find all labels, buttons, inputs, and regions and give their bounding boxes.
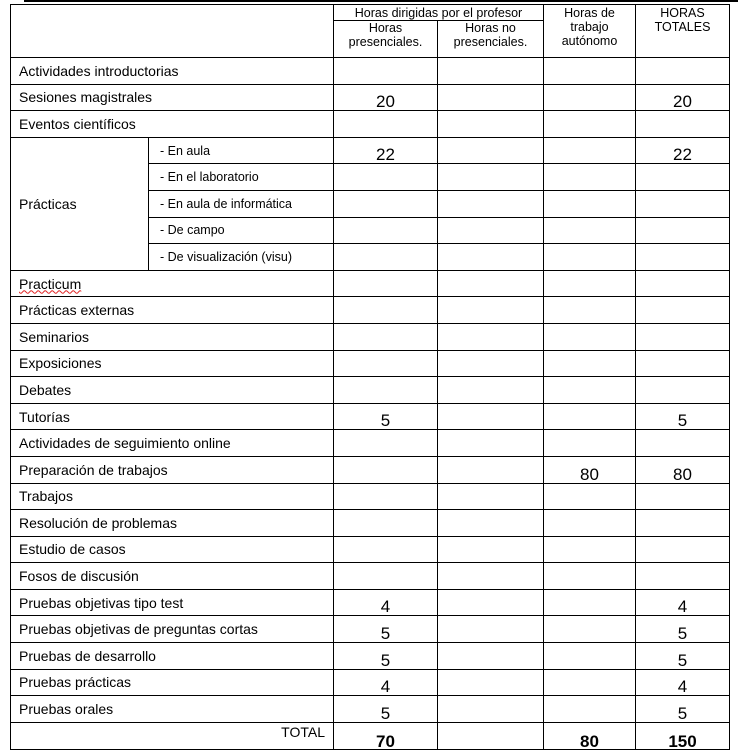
- activity-label: Fosos de discusión: [11, 563, 334, 590]
- cell-no-presenciales: [438, 164, 544, 191]
- cell-autonomo: [544, 297, 636, 324]
- activity-label: Trabajos: [11, 483, 334, 510]
- cell-presenciales: [334, 164, 438, 191]
- cell-autonomo: [544, 164, 636, 191]
- header-autonomo: Horas de trabajo autónomo: [544, 5, 636, 58]
- practicas-sub-label: - En aula de informática: [149, 190, 334, 217]
- cell-no-presenciales: [438, 377, 544, 404]
- table-row: [11, 323, 730, 350]
- cell-autonomo: [544, 563, 636, 590]
- table-row: [11, 297, 730, 324]
- cell-autonomo: [544, 430, 636, 457]
- header-presenciales: Horas presenciales.: [334, 21, 438, 58]
- cell-no-presenciales: [438, 536, 544, 563]
- cell-autonomo: [544, 483, 636, 510]
- cell-presenciales: [334, 111, 438, 138]
- cell-presenciales: 4: [334, 589, 438, 616]
- cell-no-presenciales: [438, 563, 544, 590]
- cell-total: [636, 164, 730, 191]
- cell-no-presenciales: [438, 111, 544, 138]
- activity-label: [11, 270, 334, 297]
- header-row-top: [11, 5, 730, 21]
- cell-presenciales: 22: [334, 137, 438, 164]
- cell-total: [636, 190, 730, 217]
- header-group-label: Horas dirigidas por el profesor: [334, 5, 544, 21]
- table-row: [11, 430, 730, 457]
- cell-no-presenciales: [438, 696, 544, 723]
- cell-autonomo: [544, 244, 636, 271]
- practicas-sub-label: - De campo: [149, 217, 334, 244]
- cell-no-presenciales: [438, 669, 544, 696]
- cell-total: 5: [636, 696, 730, 723]
- table-row: [11, 111, 730, 138]
- cell-total: 22: [636, 137, 730, 164]
- activity-label: Eventos científicos: [11, 111, 334, 138]
- cell-autonomo: [544, 403, 636, 430]
- table-row: [11, 643, 730, 670]
- cell-total: [636, 111, 730, 138]
- activity-label: Estudio de casos: [11, 536, 334, 563]
- table-row: [11, 403, 730, 430]
- activity-label: Seminarios: [11, 323, 334, 350]
- activity-label: Pruebas de desarrollo: [11, 643, 334, 670]
- practicas-sub-label: - En aula: [149, 137, 334, 164]
- activity-label: Tutorías: [11, 403, 334, 430]
- total-total: 150: [636, 722, 730, 750]
- cell-autonomo: [544, 137, 636, 164]
- cell-no-presenciales: [438, 84, 544, 111]
- cell-autonomo: [544, 643, 636, 670]
- activity-label: Pruebas prácticas: [11, 669, 334, 696]
- total-label: TOTAL: [11, 722, 334, 750]
- cell-total: [636, 536, 730, 563]
- cell-presenciales: [334, 456, 438, 483]
- table-row: [11, 563, 730, 590]
- cell-presenciales: [334, 483, 438, 510]
- cell-presenciales: [334, 244, 438, 271]
- cell-presenciales: [334, 377, 438, 404]
- table-row: [11, 510, 730, 537]
- table-row: [11, 137, 730, 164]
- header-empty-cell: [11, 5, 334, 58]
- cell-total: [636, 377, 730, 404]
- cell-total: [636, 430, 730, 457]
- cell-no-presenciales: [438, 643, 544, 670]
- cell-no-presenciales: [438, 244, 544, 271]
- table-row: [11, 350, 730, 377]
- cell-total: [636, 297, 730, 324]
- activity-label: Prácticas externas: [11, 297, 334, 324]
- table-row: [11, 84, 730, 111]
- cell-no-presenciales: [438, 350, 544, 377]
- activity-label: Exposiciones: [11, 350, 334, 377]
- activity-label: Pruebas objetivas de preguntas cortas: [11, 616, 334, 643]
- cell-autonomo: [544, 58, 636, 85]
- table-row: [11, 536, 730, 563]
- cell-total: 4: [636, 589, 730, 616]
- cell-no-presenciales: [438, 190, 544, 217]
- cell-autonomo: [544, 669, 636, 696]
- cell-total: [636, 563, 730, 590]
- table-row: [11, 669, 730, 696]
- cell-autonomo: [544, 190, 636, 217]
- cell-presenciales: [334, 297, 438, 324]
- total-presenciales: 70: [334, 722, 438, 750]
- activity-label: Pruebas orales: [11, 696, 334, 723]
- top-rule: [24, 0, 738, 2]
- cell-no-presenciales: [438, 510, 544, 537]
- cell-presenciales: 5: [334, 643, 438, 670]
- activity-label: Actividades introductorias: [11, 58, 334, 85]
- cell-autonomo: [544, 84, 636, 111]
- cell-total: [636, 323, 730, 350]
- cell-total: 5: [636, 643, 730, 670]
- cell-total: 4: [636, 669, 730, 696]
- cell-presenciales: [334, 536, 438, 563]
- cell-no-presenciales: [438, 217, 544, 244]
- cell-autonomo: [544, 323, 636, 350]
- activity-label: Actividades de seguimiento online: [11, 430, 334, 457]
- cell-presenciales: [334, 323, 438, 350]
- cell-autonomo: [544, 111, 636, 138]
- total-autonomo: 80: [544, 722, 636, 750]
- table-row: [11, 377, 730, 404]
- header-no-presenciales: Horas no presenciales.: [438, 21, 544, 58]
- cell-presenciales: 20: [334, 84, 438, 111]
- header-totales: HORAS TOTALES: [636, 5, 730, 58]
- cell-presenciales: [334, 510, 438, 537]
- table-row: [11, 616, 730, 643]
- cell-autonomo: [544, 217, 636, 244]
- cell-presenciales: [334, 270, 438, 297]
- cell-no-presenciales: [438, 589, 544, 616]
- cell-presenciales: [334, 58, 438, 85]
- cell-no-presenciales: [438, 270, 544, 297]
- cell-autonomo: [544, 270, 636, 297]
- cell-total: [636, 244, 730, 271]
- cell-total: 5: [636, 616, 730, 643]
- activity-label: Preparación de trabajos: [11, 456, 334, 483]
- cell-autonomo: [544, 350, 636, 377]
- hours-table: [10, 4, 730, 750]
- cell-no-presenciales: [438, 616, 544, 643]
- cell-total: 80: [636, 456, 730, 483]
- cell-no-presenciales: [438, 403, 544, 430]
- hours-table-body: [11, 5, 730, 750]
- table-row: [11, 456, 730, 483]
- cell-autonomo: [544, 510, 636, 537]
- table-row: [11, 589, 730, 616]
- table-row: [11, 58, 730, 85]
- cell-presenciales: [334, 217, 438, 244]
- cell-autonomo: [544, 377, 636, 404]
- practicas-sub-label: - De visualización (visu): [149, 244, 334, 271]
- cell-autonomo: [544, 536, 636, 563]
- cell-presenciales: [334, 563, 438, 590]
- cell-total: [636, 350, 730, 377]
- total-no-presenciales: [438, 722, 544, 750]
- cell-presenciales: [334, 350, 438, 377]
- total-row: [11, 722, 730, 750]
- cell-presenciales: 5: [334, 696, 438, 723]
- spellcheck-underline: Practicum: [19, 275, 82, 292]
- cell-total: 5: [636, 403, 730, 430]
- activity-label: Pruebas objetivas tipo test: [11, 589, 334, 616]
- cell-no-presenciales: [438, 323, 544, 350]
- cell-no-presenciales: [438, 297, 544, 324]
- cell-total: [636, 270, 730, 297]
- cell-autonomo: [544, 589, 636, 616]
- cell-presenciales: [334, 430, 438, 457]
- table-row: [11, 483, 730, 510]
- cell-presenciales: [334, 190, 438, 217]
- cell-no-presenciales: [438, 137, 544, 164]
- activity-label: Sesiones magistrales: [11, 84, 334, 111]
- cell-total: [636, 510, 730, 537]
- cell-total: [636, 58, 730, 85]
- cell-no-presenciales: [438, 430, 544, 457]
- cell-autonomo: [544, 616, 636, 643]
- cell-autonomo: [544, 696, 636, 723]
- cell-total: [636, 483, 730, 510]
- cell-no-presenciales: [438, 58, 544, 85]
- cell-total: [636, 217, 730, 244]
- table-row: [11, 270, 730, 297]
- cell-autonomo: 80: [544, 456, 636, 483]
- cell-no-presenciales: [438, 483, 544, 510]
- cell-presenciales: 5: [334, 403, 438, 430]
- practicas-sub-label: - En el laboratorio: [149, 164, 334, 191]
- cell-total: 20: [636, 84, 730, 111]
- cell-presenciales: 4: [334, 669, 438, 696]
- activity-label: Resolución de problemas: [11, 510, 334, 537]
- table-row: [11, 696, 730, 723]
- cell-no-presenciales: [438, 456, 544, 483]
- activity-label: Debates: [11, 377, 334, 404]
- cell-presenciales: 5: [334, 616, 438, 643]
- practicas-label: Prácticas: [11, 137, 149, 270]
